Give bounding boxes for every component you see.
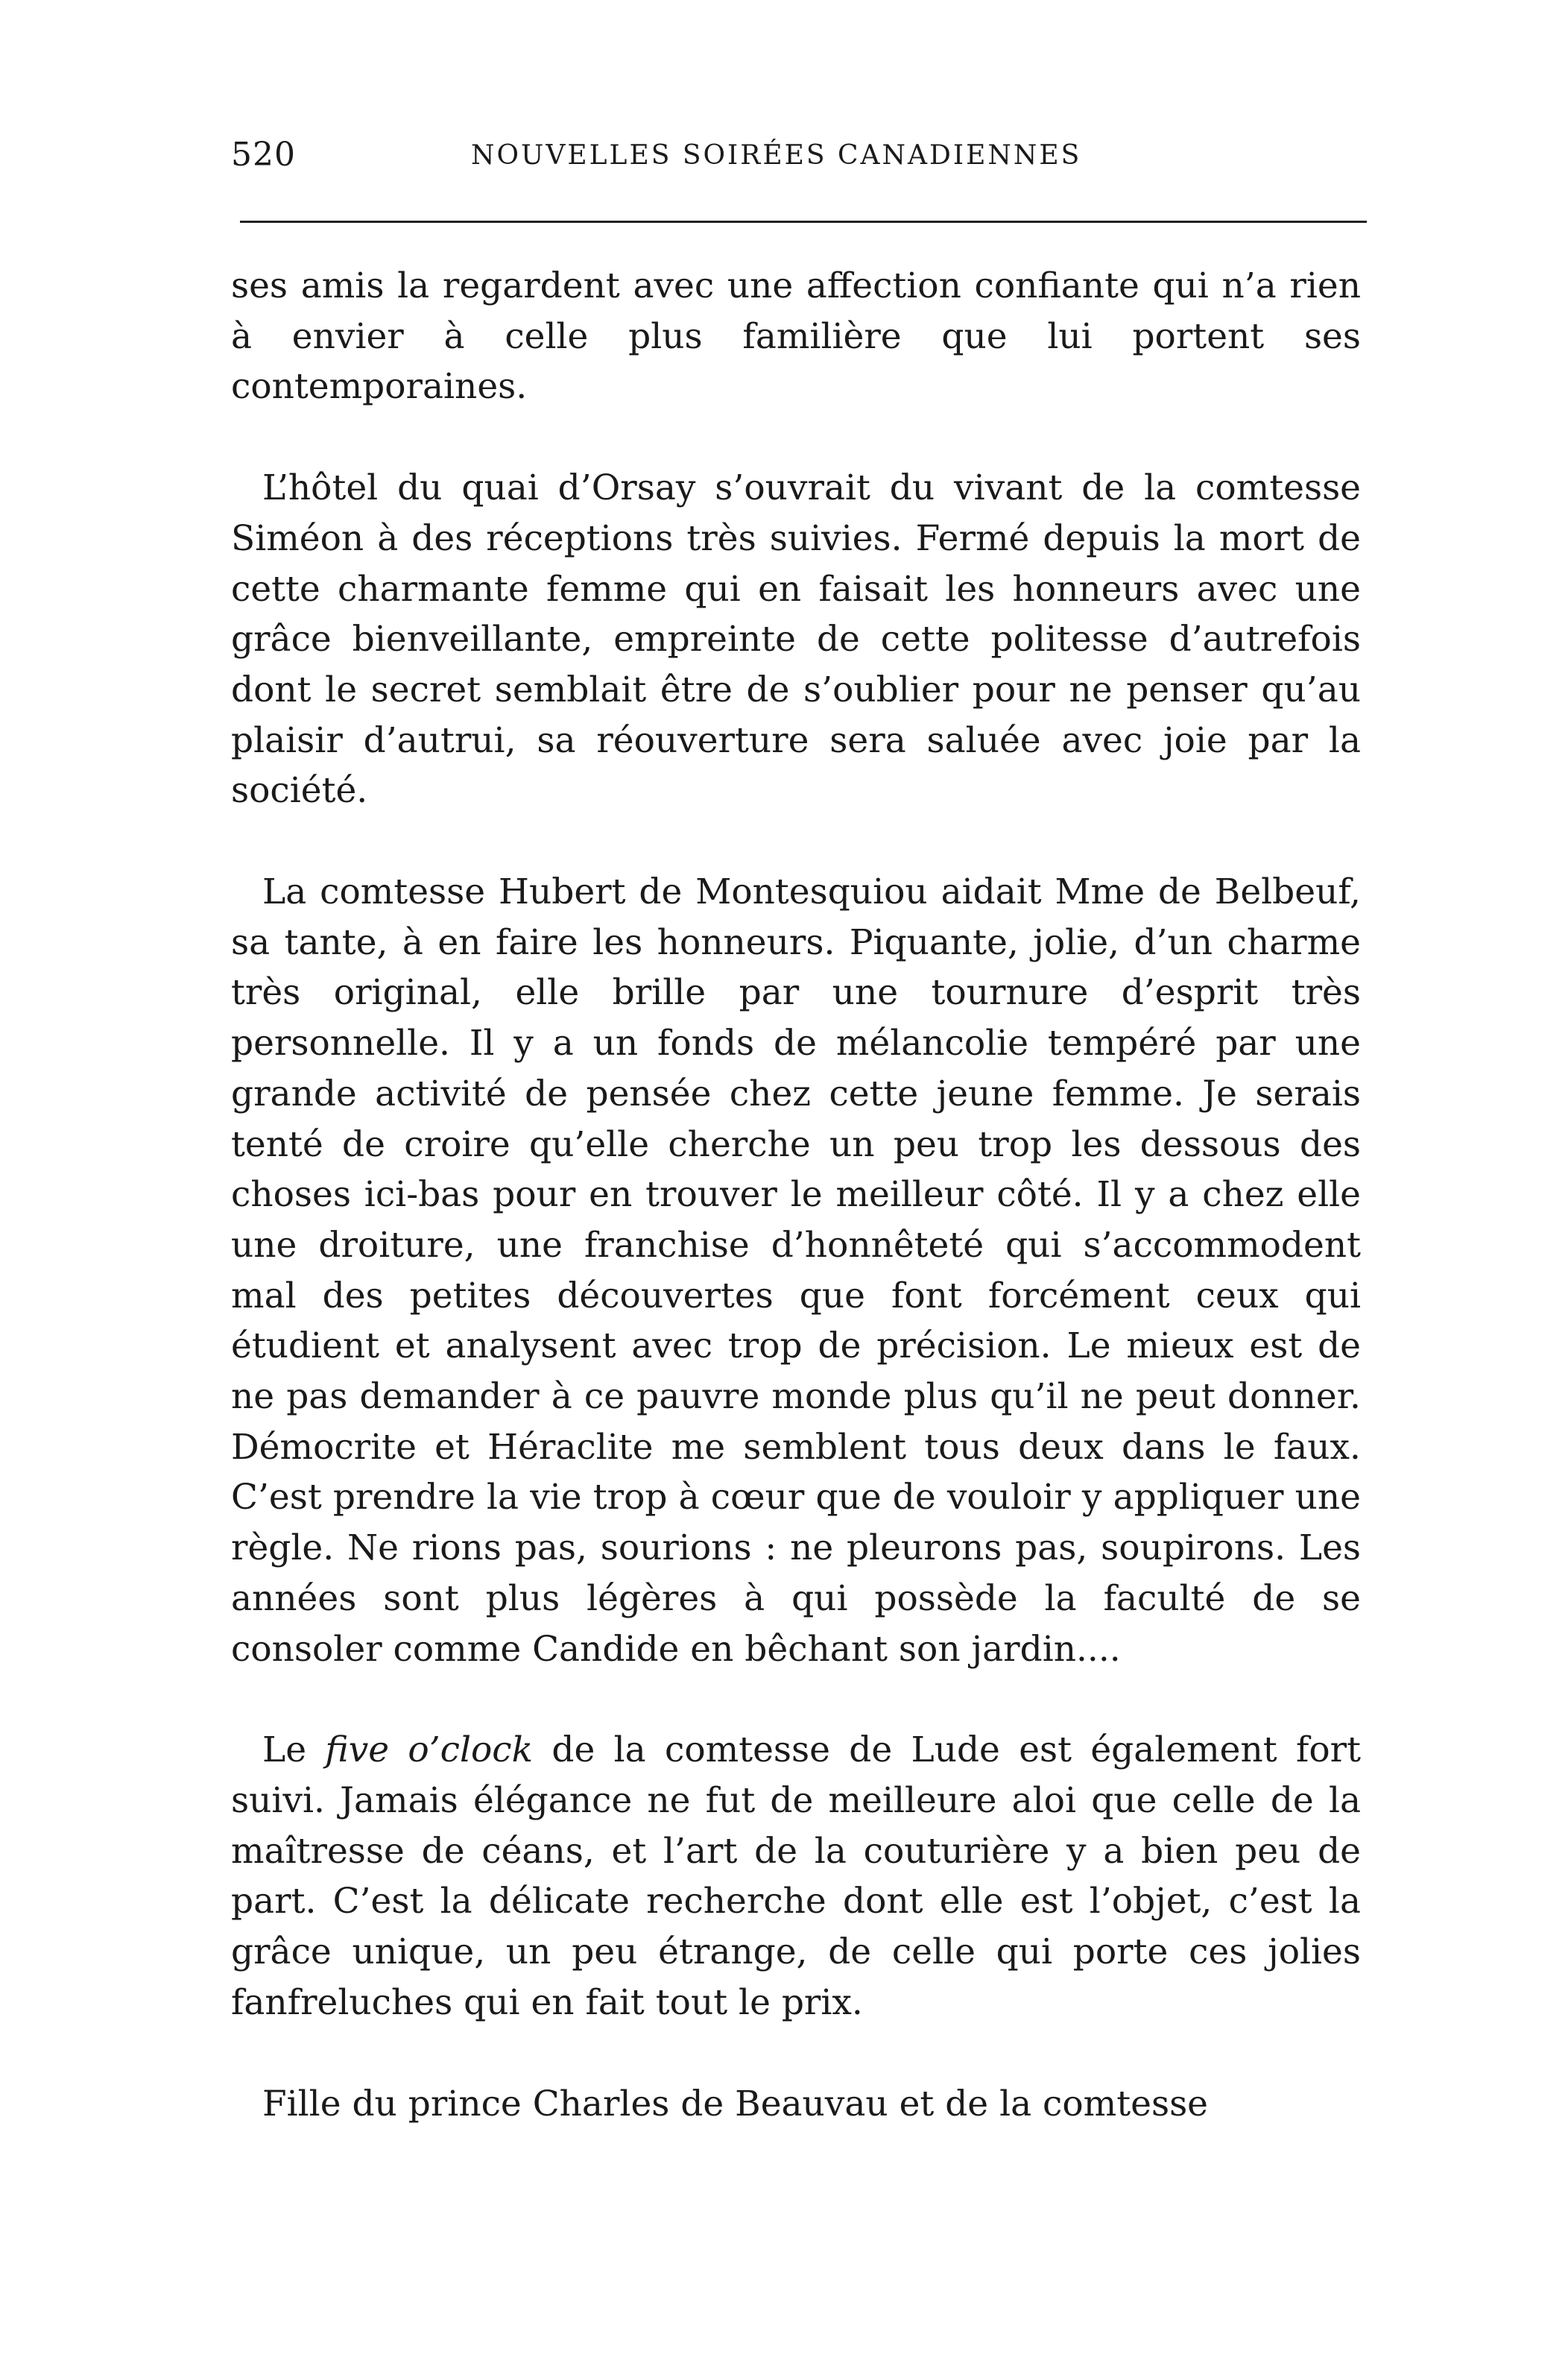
page-number: 520 — [231, 136, 296, 174]
paragraph-comtesse-de-lude — [231, 1725, 1361, 2028]
running-title: NOUVELLES SOIRÉES CANADIENNES — [471, 140, 1082, 171]
header-rule — [240, 221, 1367, 223]
paragraph-text: de la comtesse de Lude est également fort suivi. Jamais élégance ne fut de meilleure aloi que celle de la maîtresse de céans, et l’art de la couturière y a bien peu de part. C’est la délicate recherche dont elle est l’objet, c’est la grâce unique, un peu étrange, de celle qui porte ces jolies fanfreluches qui en fait tout le prix. — [231, 1729, 1362, 2023]
running-header — [231, 136, 1364, 177]
paragraph-fille-du-prince: Fille du prince Charles de Beauvau et de la comtesse — [262, 2083, 1208, 2124]
paragraph-prefix: Le — [262, 1729, 326, 1771]
page-body — [231, 261, 1361, 2129]
paragraph-comtesse-montesquiou: La comtesse Hubert de Montesquiou aidait Mme de Belbeuf, sa tante, à en faire les honneurs. Piquante, jolie, d’un charme très original, elle brille par une tournure d’esprit très personnelle. Il y a un fonds de mélancolie tempéré par une grande activité de pensée chez cette jeune femme. Je serais tenté de croire qu’elle cherche un peu trop les dessous des choses ici-bas pour en trouver le meilleur côté. Il y a chez elle une droiture, une franchise d’honnêteté qui s’accommodent mal des petites découvertes que font forcément ceux qui étudient et analysent avec trop de précision. Le mieux est de ne pas demander à ce pauvre monde plus qu’il ne peut donner. Démocrite et Héraclite me semblent tous deux dans le faux. C’est prendre la vie trop à cœur que de vouloir y appliquer une règle. Ne rions pas, sourions : ne pleurons pas, soupirons. Les années sont plus légères à qui possède la faculté de se consoler comme Candide en bêchant son jardin.... — [231, 871, 1361, 1670]
paragraph-hotel-quai-orsay: L’hôtel du quai d’Orsay s’ouvrait du vivant de la comtesse Siméon à des réceptions très suivies. Fermé depuis la mort de cette charmante femme qui en faisait les honneurs avec une grâce bienveillante, empreinte de cette politesse d’autrefois dont le secret semblait être de s’oublier pour ne penser qu’au plaisir d’autrui, sa réouverture sera saluée avec joie par la société. — [231, 467, 1361, 812]
paragraph-continuation: ses amis la regardent avec une affection confiante qui n’a rien à envier à celle plus familière que lui portent ses contemporaines. — [231, 265, 1361, 408]
italic-phrase: five o’clock — [325, 1729, 534, 1771]
